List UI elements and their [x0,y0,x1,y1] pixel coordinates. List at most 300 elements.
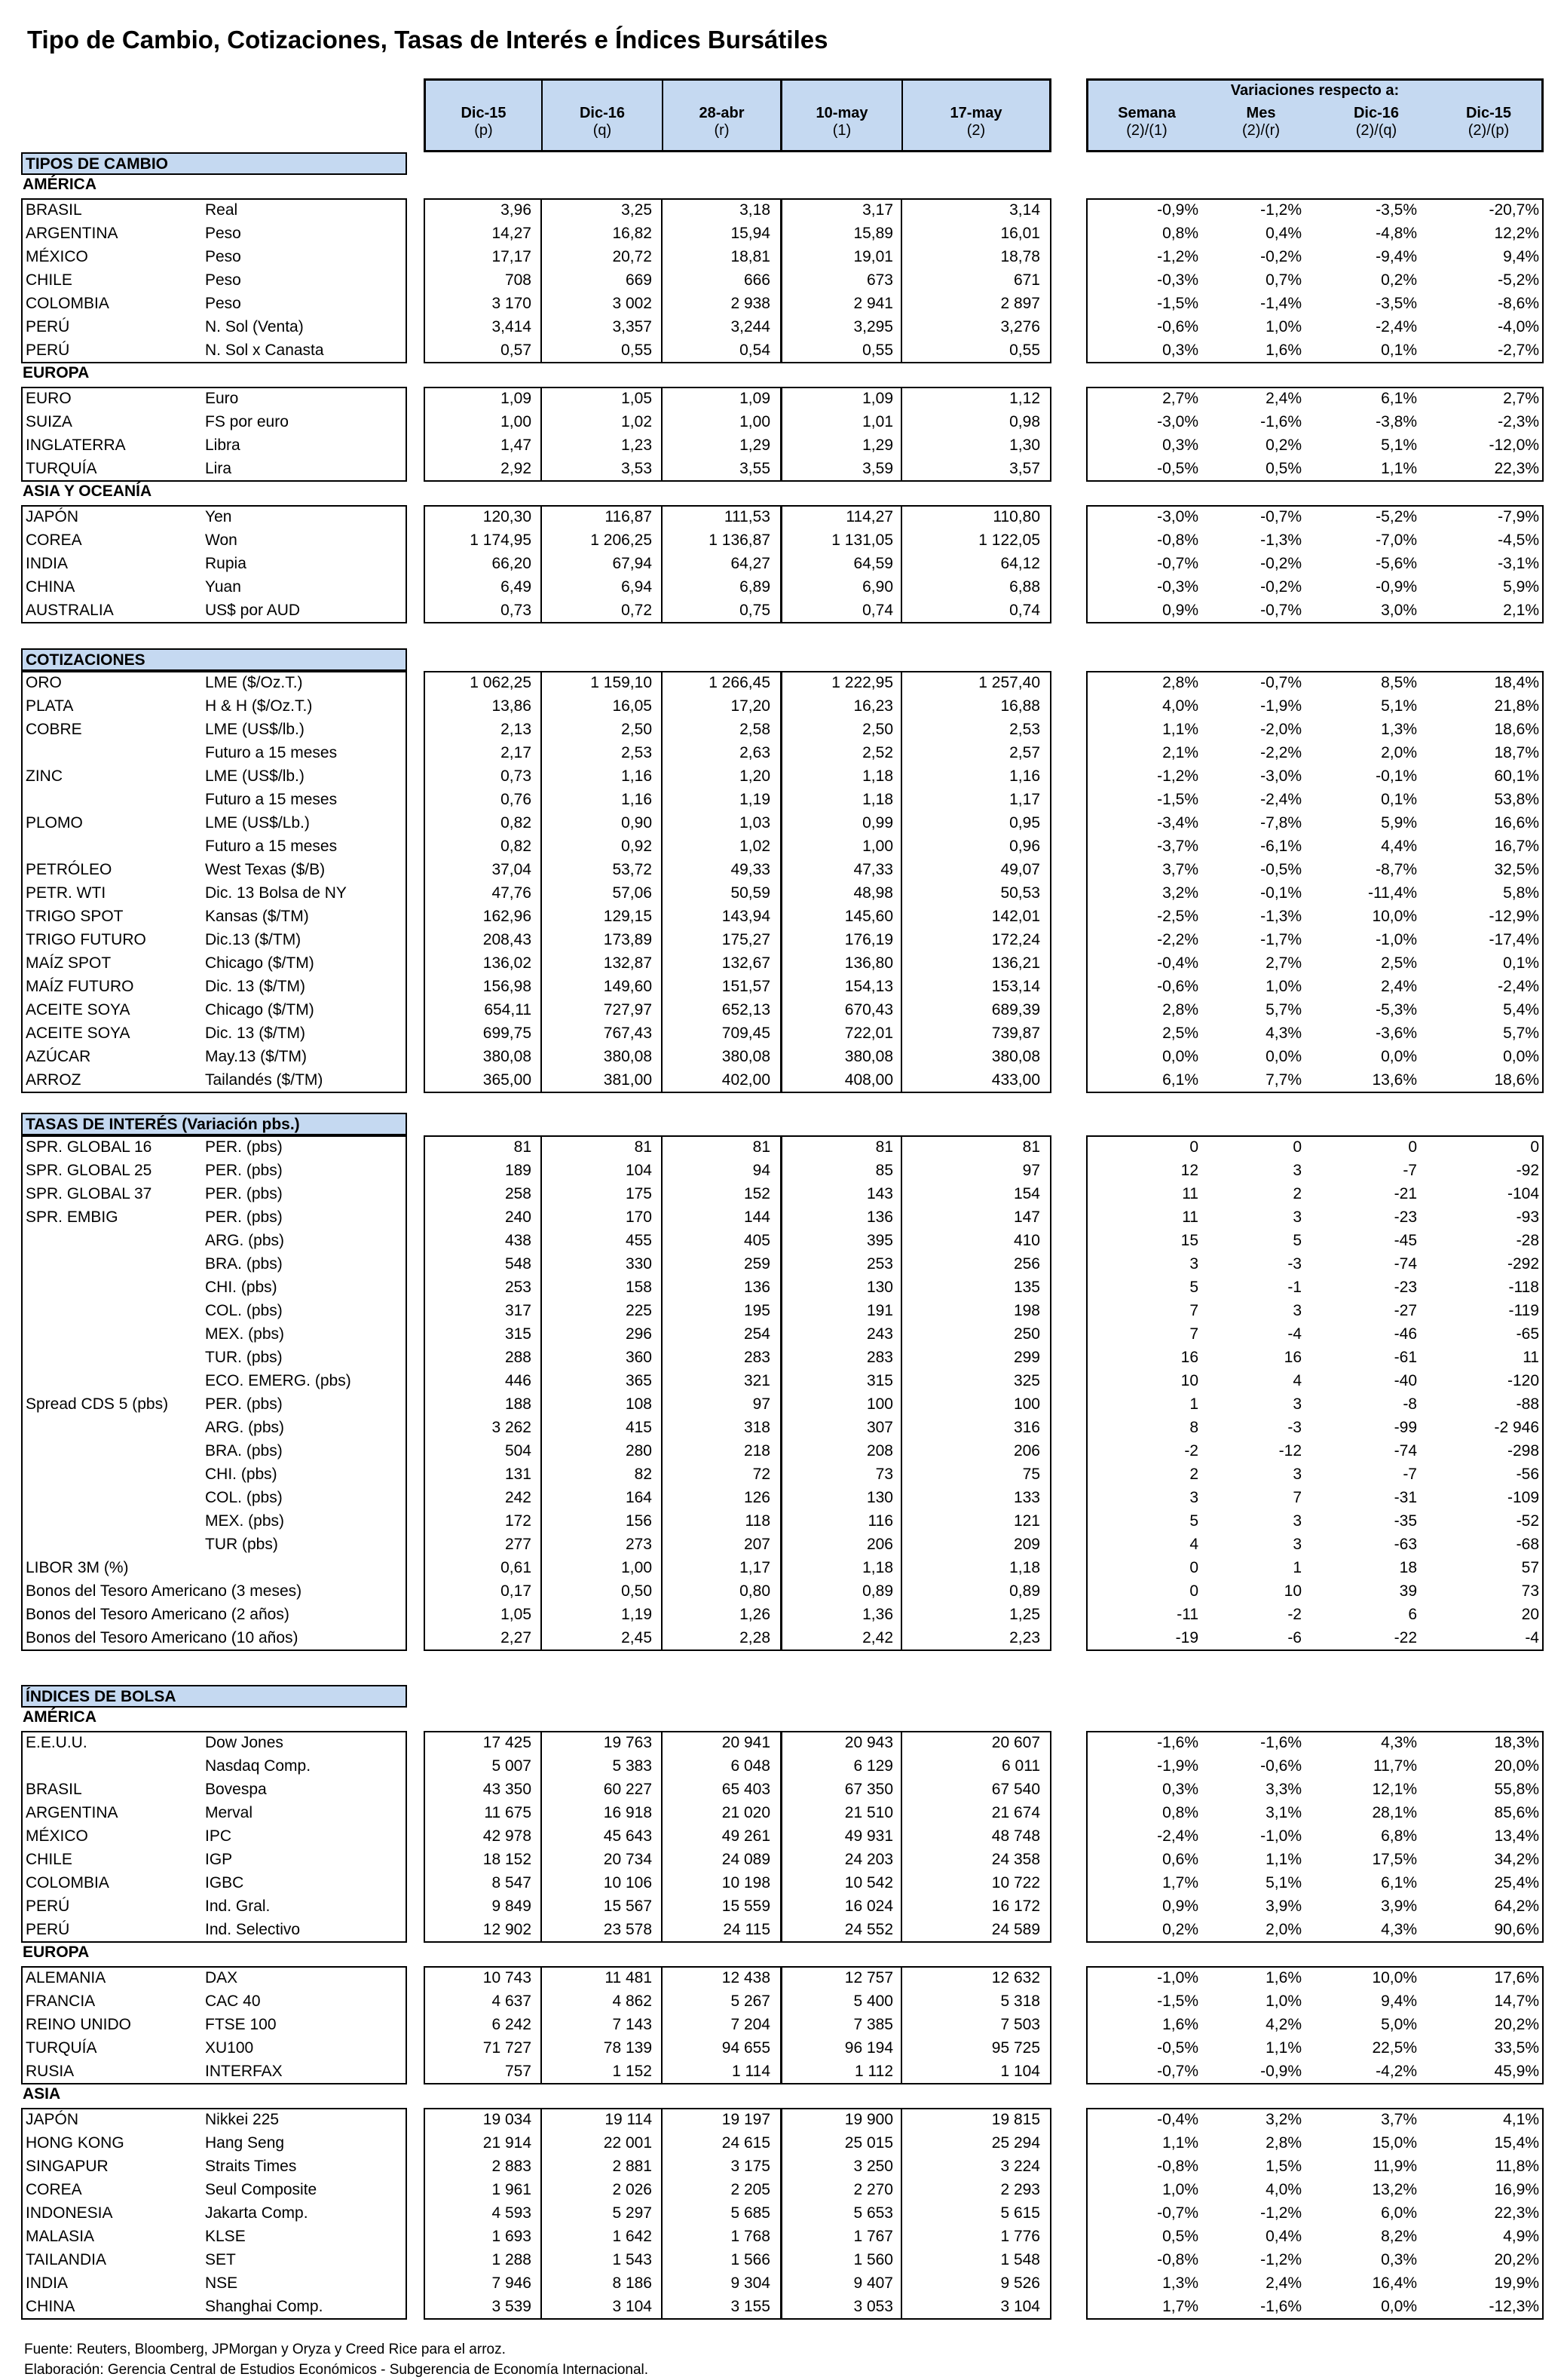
variation-cell: 4 [1189,1536,1198,1553]
value-cell: 22 001 [603,2134,652,2152]
value-cell: 81 [513,1138,531,1156]
variation-cell: -0,9% [1260,2063,1302,2080]
variation-cell: -292 [1507,1255,1539,1273]
value-cell: 175 [625,1185,652,1202]
value-cell: 64,59 [853,555,893,572]
variation-cell: -63 [1394,1536,1417,1553]
variation-cell: -4,0% [1498,318,1539,335]
variation-cell: 4,3% [1381,1921,1417,1938]
value-cell: 25 015 [844,2134,893,2152]
variation-cell: 3,2% [1162,884,1198,902]
row-name: MALASIA [26,2228,95,2245]
variation-cell: 2,8% [1266,2134,1302,2152]
variation-cell: 18,6% [1494,721,1539,738]
value-cell: 19 197 [721,2111,770,2128]
variation-cell: 5 [1189,1279,1198,1296]
variation-cell: 18,4% [1494,674,1539,691]
variation-cell: -19 [1175,1629,1198,1646]
variation-cell: 14,7% [1494,1993,1539,2010]
value-cell: 156,98 [482,978,531,995]
variation-cell: 1,6% [1162,2016,1198,2033]
value-cell: 6 048 [730,1757,770,1775]
row-name: COLOMBIA [26,1874,109,1891]
variation-cell: 4 [1293,1372,1302,1389]
value-cell: 325 [1013,1372,1040,1389]
value-cell: 2,53 [1009,721,1040,738]
variation-cell: -9,4% [1376,248,1417,265]
table-row [0,599,1564,622]
variation-cell: -0,8% [1157,531,1198,549]
variation-cell: -4 [1525,1629,1539,1646]
variation-cell: 9,4% [1503,248,1539,265]
variation-cell: -11 [1177,1606,1198,1623]
variation-cell: 6,1% [1381,390,1417,407]
value-cell: 1,25 [1009,1606,1040,1623]
variation-cell: -4 [1287,1325,1302,1343]
variation-cell: 15,0% [1372,2134,1417,2152]
row-detail: Seul Composite [205,2181,317,2198]
row-name: BRASIL [26,201,82,219]
row-detail: BRA. (pbs) [205,1442,283,1460]
value-cell: 49,07 [1000,861,1040,878]
variation-cell: 0 [1189,1559,1198,1576]
row-detail: IGP [205,1851,233,1868]
row-name: ARGENTINA [26,225,118,242]
value-cell: 380,08 [721,1048,770,1065]
value-cell: 3 175 [730,2158,770,2175]
variation-cell: 3 [1293,1395,1302,1413]
variation-cell: 25,4% [1494,1874,1539,1891]
value-cell: 120,30 [482,508,531,525]
value-cell: 2,63 [739,744,770,761]
row-name: SPR. GLOBAL 16 [26,1138,152,1156]
variation-cell: -17,4% [1489,931,1539,948]
table-row [0,2060,1564,2083]
row-name: PLOMO [26,814,83,832]
value-cell: 0,89 [862,1582,893,1600]
value-cell: 380,08 [603,1048,652,1065]
variation-cell: -2 [1287,1606,1302,1623]
value-cell: 153,14 [991,978,1040,995]
value-cell: 135 [1013,1279,1040,1296]
value-cell: 1,03 [739,814,770,832]
table-row [0,998,1564,1022]
footer-source: Fuente: Reuters, Bloomberg, JPMorgan y Oryza y Creed Rice para el arroz. [24,2342,506,2357]
row-detail: PER. (pbs) [205,1208,283,1226]
row-name: ACEITE SOYA [26,1025,130,1042]
table-row [0,1205,1564,1229]
variation-cell: 39 [1399,1582,1417,1600]
row-name: Spread CDS 5 (pbs) [26,1395,169,1413]
variation-cell: 5,1% [1381,697,1417,715]
value-cell: 7 385 [853,2016,893,2033]
row-detail: N. Sol (Venta) [205,318,304,335]
variation-cell: 0,2% [1162,1921,1198,1938]
variation-cell: -7 [1403,1162,1417,1179]
variation-cell: 32,5% [1494,861,1539,878]
value-cell: 12 438 [721,1969,770,1986]
row-name: ORO [26,674,62,691]
variation-cell: -0,6% [1260,1757,1302,1775]
value-cell: 11 675 [484,1804,531,1821]
variation-cell: 5,0% [1381,2016,1417,2033]
value-cell: 206 [1013,1442,1040,1460]
value-cell: 16 172 [991,1898,1040,1915]
variation-cell: -3 [1287,1419,1302,1436]
table-row [0,1463,1564,1486]
variation-cell: -12 [1278,1442,1302,1460]
variation-cell: -8,6% [1498,295,1539,312]
row-name: SUIZA [26,413,72,430]
value-cell: 240 [504,1208,531,1226]
variation-cell: 90,6% [1494,1921,1539,1938]
row-detail: Chicago ($/TM) [205,954,314,972]
row-detail: Chicago ($/TM) [205,1001,314,1018]
variation-cell: 1,1% [1162,721,1198,738]
table-row [0,1159,1564,1182]
variation-cell: 1,5% [1266,2158,1302,2175]
table-row [0,1322,1564,1346]
variation-cell: -0,1% [1376,767,1417,785]
variation-cell: 1,3% [1162,2274,1198,2292]
value-cell: 3,276 [1000,318,1040,335]
variation-cell: -0,1% [1260,884,1302,902]
value-cell: 0,54 [739,342,770,359]
value-cell: 3,59 [862,460,893,477]
table-row [0,410,1564,433]
variation-cell: -2,5% [1157,908,1198,925]
value-cell: 81 [875,1138,893,1156]
row-name: CHILE [26,271,72,289]
value-cell: 283 [743,1349,770,1366]
variation-cell: 18,3% [1494,1734,1539,1751]
row-detail: Yen [205,508,232,525]
value-cell: 10 743 [482,1969,531,1986]
value-cell: 2,58 [739,721,770,738]
value-cell: 207 [743,1536,770,1553]
variation-cell: 0,7% [1266,271,1302,289]
value-cell: 209 [1013,1536,1040,1553]
value-cell: 24 358 [991,1851,1040,1868]
variation-cell: 0,3% [1162,342,1198,359]
table-row [0,1299,1564,1322]
variation-cell: 0,0% [1162,1048,1198,1065]
variation-cell: -0,5% [1157,2039,1198,2057]
row-detail: Ind. Gral. [205,1898,271,1915]
value-cell: 1,29 [739,436,770,454]
value-cell: 19,01 [853,248,893,265]
value-cell: 273 [625,1536,652,1553]
value-cell: 97 [1022,1162,1040,1179]
value-cell: 256 [1013,1255,1040,1273]
row-detail: FTSE 100 [205,2016,277,2033]
row-detail: West Texas ($/B) [205,861,326,878]
variation-cell: -12,0% [1489,436,1539,454]
variation-cell: 5 [1293,1232,1302,1249]
value-cell: 2,17 [500,744,531,761]
variation-cell: -4,2% [1376,2063,1417,2080]
row-detail: INTERFAX [205,2063,283,2080]
table-row [0,2271,1564,2295]
value-cell: 671 [1013,271,1040,289]
row-detail: IPC [205,1827,232,1845]
row-detail: CAC 40 [205,1993,261,2010]
value-cell: 1 104 [1000,2063,1040,2080]
value-cell: 1,05 [621,390,652,407]
row-detail: Shanghai Comp. [205,2298,323,2315]
value-cell: 1,00 [500,413,531,430]
var-header-0: Semana (2)/(1) [1118,105,1176,139]
variation-cell: 15 [1180,1232,1198,1249]
value-cell: 5 297 [612,2204,652,2222]
value-cell: 0,82 [500,838,531,855]
value-cell: 24 089 [721,1851,770,1868]
variation-cell: 20,0% [1494,1757,1539,1775]
variation-cell: 0 [1189,1138,1198,1156]
variation-cell: -5,2% [1376,508,1417,525]
table-row [0,198,1564,222]
variation-cell: 11 [1182,1185,1198,1202]
variation-cell: -0,7% [1260,674,1302,691]
value-cell: 15 567 [603,1898,652,1915]
value-cell: 1 693 [491,2228,531,2245]
value-cell: 3,295 [853,318,893,335]
value-cell: 9 849 [491,1898,531,1915]
value-cell: 1 642 [612,2228,652,2245]
variation-cell: -23 [1394,1208,1417,1226]
variation-cell: 0,4% [1266,225,1302,242]
table-row [0,1871,1564,1895]
row-detail: TUR (pbs) [205,1536,278,1553]
row-name: AZÚCAR [26,1048,91,1065]
value-cell: 299 [1013,1349,1040,1366]
value-cell: 1,30 [1009,436,1040,454]
value-cell: 136,02 [482,954,531,972]
value-cell: 151,57 [721,978,770,995]
table-row [0,1966,1564,1989]
value-cell: 206 [866,1536,893,1553]
variation-cell: -1,6% [1260,2298,1302,2315]
variation-cell: 0,8% [1162,1804,1198,1821]
value-cell: 131 [504,1466,531,1483]
col-header-3: 10-may (1) [782,81,903,150]
row-detail: H & H ($/Oz.T.) [205,697,313,715]
value-cell: 65 403 [721,1781,770,1798]
variation-cell: 0,5% [1266,460,1302,477]
value-cell: 17,20 [730,697,770,715]
variation-cell: 17,5% [1372,1851,1417,1868]
value-cell: 381,00 [603,1071,652,1089]
value-cell: 78 139 [603,2039,652,2057]
table-row [0,1848,1564,1871]
row-detail: LME ($/Oz.T.) [205,674,303,691]
value-cell: 330 [625,1255,652,1273]
value-cell: 3,18 [739,201,770,219]
variation-cell: 5,4% [1503,1001,1539,1018]
value-cell: 254 [743,1325,770,1343]
value-cell: 767,43 [603,1025,652,1042]
variation-cell: -0,9% [1157,201,1198,219]
table-row [0,1626,1564,1649]
variation-cell: 2,5% [1381,954,1417,972]
value-cell: 147 [1013,1208,1040,1226]
col-header-4: 17-may (2) [950,105,1002,139]
variation-cell: 3,2% [1266,2111,1302,2128]
value-cell: 6,94 [621,578,652,596]
table-row [0,741,1564,764]
row-detail: PER. (pbs) [205,1138,283,1156]
value-cell: 3 224 [1000,2158,1040,2175]
value-cell: 3,17 [862,201,893,219]
row-name: PERÚ [26,318,70,335]
value-cell: 1,01 [862,413,893,430]
value-cell: 5 653 [853,2204,893,2222]
variation-cell: 8 [1189,1419,1198,1436]
row-detail: Merval [205,1804,253,1821]
value-cell: 652,13 [721,1001,770,1018]
value-cell: 3 539 [491,2298,531,2315]
value-cell: 16 024 [844,1898,893,1915]
variation-cell: -74 [1394,1442,1417,1460]
row-name: TAILANDIA [26,2251,106,2268]
value-cell: 71 727 [482,2039,531,2057]
table-row [0,2178,1564,2201]
row-name: TURQUÍA [26,2039,97,2057]
value-cell: 243 [866,1325,893,1343]
value-cell: 21 674 [991,1804,1040,1821]
value-cell: 0,80 [739,1582,770,1600]
value-cell: 48,98 [853,884,893,902]
table-row [0,457,1564,480]
variation-cell: -298 [1507,1442,1539,1460]
variations-caption: Variaciones respecto a: [1230,82,1400,99]
value-cell: 669 [625,271,652,289]
value-cell: 0,55 [862,342,893,359]
value-cell: 20 941 [721,1734,770,1751]
value-cell: 156 [625,1512,652,1530]
variation-cell: 2,4% [1381,978,1417,995]
value-cell: 21 914 [482,2134,531,2152]
variation-cell: 0,4% [1266,2228,1302,2245]
variation-cell: -3,1% [1498,555,1539,572]
row-name: Bonos del Tesoro Americano (3 meses) [26,1582,302,1600]
value-cell: 53,72 [612,861,652,878]
variation-cell: 13,4% [1494,1827,1539,1845]
value-cell: 136 [866,1208,893,1226]
value-cell: 0,92 [621,838,652,855]
variation-cell: 3,3% [1266,1781,1302,1798]
value-cell: 2,13 [500,721,531,738]
variation-cell: -3 [1287,1255,1302,1273]
row-detail: Peso [205,295,241,312]
value-cell: 145,60 [844,908,893,925]
variation-cell: -0,7% [1260,508,1302,525]
table-row [0,1416,1564,1439]
variation-cell: 3 [1293,1536,1302,1553]
value-cell: 380,08 [482,1048,531,1065]
variation-cell: -4,5% [1498,531,1539,549]
row-detail: MEX. (pbs) [205,1512,285,1530]
value-cell: 66,20 [491,555,531,572]
value-cell: 1,17 [739,1559,770,1576]
value-cell: 130 [866,1489,893,1506]
value-cell: 4 862 [612,1993,652,2010]
value-cell: 15 559 [721,1898,770,1915]
variation-cell: -0,8% [1157,2251,1198,2268]
value-cell: 316 [1013,1419,1040,1436]
variation-cell: 1,0% [1266,978,1302,995]
variation-cell: 6,1% [1381,1874,1417,1891]
variation-cell: 1,6% [1266,342,1302,359]
value-cell: 189 [504,1162,531,1179]
row-name: MAÍZ SPOT [26,954,112,972]
row-name: ARGENTINA [26,1804,118,1821]
variation-cell: 20 [1521,1606,1539,1623]
row-detail: FS por euro [205,413,289,430]
variation-cell: 16,7% [1494,838,1539,855]
variation-cell: 33,5% [1494,2039,1539,2057]
value-cell: 176,19 [844,931,893,948]
value-cell: 2 026 [612,2181,652,2198]
table-row [0,505,1564,528]
table-row [0,1895,1564,1918]
value-cell: 1 257,40 [978,674,1040,691]
value-cell: 11 481 [604,1969,652,1986]
value-cell: 3,414 [491,318,531,335]
value-cell: 20 734 [603,1851,652,1868]
table-row [0,1252,1564,1276]
value-cell: 82 [634,1466,652,1483]
row-name: REINO UNIDO [26,2016,132,2033]
row-name: MÉXICO [26,1827,88,1845]
value-cell: 3,14 [1009,201,1040,219]
variation-cell: -3,7% [1157,838,1198,855]
row-name: MÉXICO [26,248,88,265]
variation-cell: -0,2% [1260,578,1302,596]
variation-cell: 4,0% [1162,697,1198,715]
value-cell: 380,08 [991,1048,1040,1065]
variation-cell: -99 [1394,1419,1417,1436]
variation-cell: 2,7% [1503,390,1539,407]
value-cell: 1,29 [862,436,893,454]
variation-cell: -2,7% [1498,342,1539,359]
value-cell: 172,24 [991,931,1040,948]
row-name: SPR. GLOBAL 37 [26,1185,152,1202]
row-detail: Jakarta Comp. [205,2204,308,2222]
value-cell: 0,96 [1009,838,1040,855]
value-cell: 6,90 [862,578,893,596]
value-cell: 2,45 [621,1629,652,1646]
row-name: Bonos del Tesoro Americano (2 años) [26,1606,289,1623]
variation-cell: 7 [1189,1325,1198,1343]
variation-cell: -104 [1507,1185,1539,1202]
table-row [0,2155,1564,2178]
variation-cell: 1,1% [1162,2134,1198,2152]
value-cell: 10 722 [991,1874,1040,1891]
variation-cell: 10,0% [1372,1969,1417,1986]
variation-cell: 16 [1284,1349,1302,1366]
value-cell: 1,02 [621,413,652,430]
value-cell: 15,94 [730,225,770,242]
value-cell: 6 011 [1002,1757,1040,1775]
column-header-dates [424,78,1051,152]
variation-cell: -68 [1516,1536,1539,1553]
variation-cell: -0,9% [1376,578,1417,596]
row-detail: N. Sol x Canasta [205,342,324,359]
variation-cell: 11 [1182,1208,1198,1226]
table-row [0,1346,1564,1369]
value-cell: 175,27 [721,931,770,948]
